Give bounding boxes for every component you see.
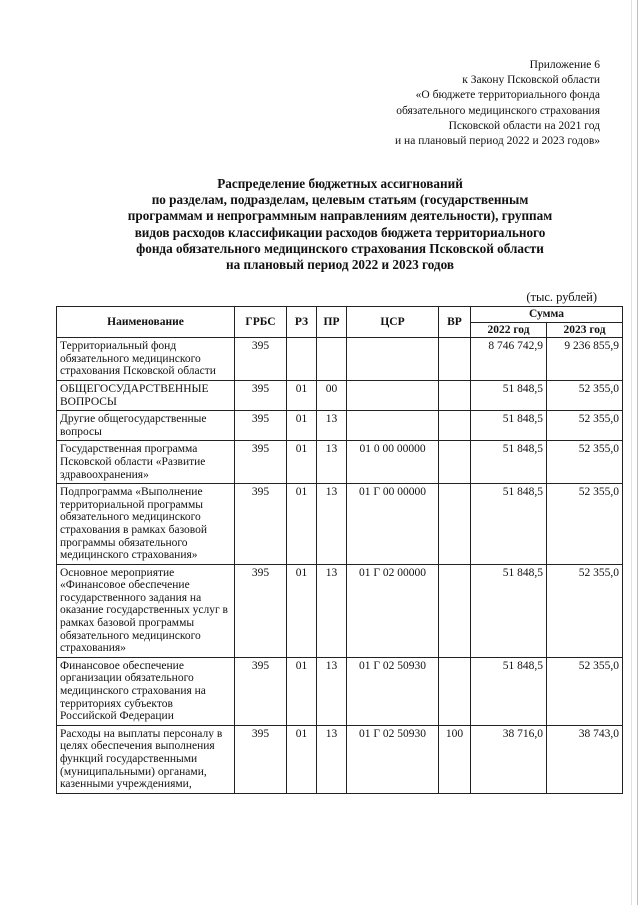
page-edge-line	[637, 0, 638, 905]
annex-line: и на плановый период 2022 и 2023 годов»	[395, 135, 600, 148]
cell-grbs: 395	[235, 411, 287, 441]
cell-2022: 51 848,5	[471, 380, 547, 410]
table-row	[57, 564, 623, 657]
cell-csr	[347, 380, 439, 410]
cell-name: Территориальный фонд обязательного медицинского страхования Псковской области	[57, 338, 235, 381]
cell-csr: 01 Г 00 00000	[347, 484, 439, 565]
cell-pr: 13	[317, 411, 347, 441]
cell-pr: 00	[317, 380, 347, 410]
cell-2022: 38 716,0	[471, 725, 547, 793]
cell-rz: 01	[287, 725, 317, 793]
cell-2022: 51 848,5	[471, 411, 547, 441]
cell-pr: 13	[317, 564, 347, 657]
cell-csr: 01 0 00 00000	[347, 441, 439, 484]
cell-csr	[347, 411, 439, 441]
cell-name: Другие общегосударственные вопросы	[57, 411, 235, 441]
header-grbs: ГРБС	[235, 307, 287, 338]
cell-csr: 01 Г 02 00000	[347, 564, 439, 657]
table-row	[57, 484, 623, 565]
cell-grbs: 395	[235, 564, 287, 657]
cell-pr: 13	[317, 725, 347, 793]
cell-vr	[439, 657, 471, 725]
cell-grbs: 395	[235, 380, 287, 410]
cell-rz: 01	[287, 657, 317, 725]
cell-rz	[287, 338, 317, 381]
cell-name: Государственная программа Псковской области «Развитие здравоохранения»	[57, 441, 235, 484]
cell-2023: 52 355,0	[547, 484, 623, 565]
title-line: по разделам, подразделам, целевым статьям (государственным	[151, 192, 529, 208]
cell-2023: 52 355,0	[547, 411, 623, 441]
table-row	[57, 338, 623, 381]
cell-vr	[439, 380, 471, 410]
cell-vr	[439, 484, 471, 565]
header-sum: Сумма	[471, 307, 623, 323]
cell-pr	[317, 338, 347, 381]
header-rz: РЗ	[287, 307, 317, 338]
cell-grbs: 395	[235, 657, 287, 725]
cell-2023: 38 743,0	[547, 725, 623, 793]
cell-pr: 13	[317, 657, 347, 725]
header-2023: 2023 год	[547, 322, 623, 338]
cell-pr: 13	[317, 441, 347, 484]
cell-rz: 01	[287, 411, 317, 441]
cell-grbs: 395	[235, 338, 287, 381]
table-row	[57, 657, 623, 725]
header-vr: ВР	[439, 307, 471, 338]
units-label: (тыс. рублей)	[526, 290, 597, 304]
annex-line: Приложение 6	[529, 59, 600, 71]
table-row	[57, 441, 623, 484]
cell-name: Расходы на выплаты персоналу в целях обеспечения выполнения функций государственными (муниципальными) органами, казенными учреждениями,	[57, 725, 235, 793]
cell-2022: 51 848,5	[471, 484, 547, 565]
cell-2022: 51 848,5	[471, 657, 547, 725]
cell-2023: 52 355,0	[547, 564, 623, 657]
title-line: на плановый период 2022 и 2023 годов	[226, 257, 454, 273]
cell-grbs: 395	[235, 441, 287, 484]
cell-csr: 01 Г 02 50930	[347, 657, 439, 725]
title-line: программам и непрограммным направлениям деятельности), группам	[127, 208, 553, 224]
cell-2022: 8 746 742,9	[471, 338, 547, 381]
document-title	[40, 176, 640, 273]
title-line: Распределение бюджетных ассигнований	[217, 176, 463, 191]
annex-line: к Закону Псковской области	[462, 74, 600, 87]
cell-2022: 51 848,5	[471, 441, 547, 484]
cell-csr	[347, 338, 439, 381]
cell-rz: 01	[287, 380, 317, 410]
cell-pr: 13	[317, 484, 347, 565]
annex-line: «О бюджете территориального фонда	[415, 89, 600, 102]
table-row	[57, 725, 623, 793]
title-line: фонда обязательного медицинского страхования Псковской области	[136, 240, 544, 256]
header-name: Наименование	[57, 307, 235, 338]
table-row	[57, 411, 623, 441]
title-line: видов расходов классификации расходов бюджета территориального	[134, 224, 546, 240]
page-edge-line-inner	[631, 0, 632, 905]
cell-2023: 52 355,0	[547, 441, 623, 484]
cell-vr	[439, 441, 471, 484]
cell-rz: 01	[287, 441, 317, 484]
cell-name: Основное мероприятие «Финансовое обеспечение государственного задания на оказание государственных услуг в рамках базовой программы обязательного медицинского страхования»	[57, 564, 235, 657]
cell-2023: 52 355,0	[547, 657, 623, 725]
cell-name: Подпрограмма «Выполнение территориальной программы обязательного медицинского страхования в рамках базовой программы обязательного медицинского страхования»	[57, 484, 235, 565]
header-2022: 2022 год	[471, 322, 547, 338]
annex-line: Псковской области на 2021 год	[448, 119, 600, 132]
header-csr: ЦСР	[347, 307, 439, 338]
cell-grbs: 395	[235, 484, 287, 565]
budget-table	[56, 306, 623, 794]
cell-vr	[439, 411, 471, 441]
cell-name: Финансовое обеспечение организации обязательного медицинского страхования на территориях субъектов Российской Федерации	[57, 657, 235, 725]
header-pr: ПР	[317, 307, 347, 338]
annex-block	[395, 58, 600, 149]
cell-rz: 01	[287, 564, 317, 657]
table-row	[57, 380, 623, 410]
cell-grbs: 395	[235, 725, 287, 793]
cell-rz: 01	[287, 484, 317, 565]
cell-vr	[439, 338, 471, 381]
cell-2022: 51 848,5	[471, 564, 547, 657]
cell-2023: 52 355,0	[547, 380, 623, 410]
cell-2023: 9 236 855,9	[547, 338, 623, 381]
annex-line: обязательного медицинского страхования	[396, 104, 600, 117]
cell-csr: 01 Г 02 50930	[347, 725, 439, 793]
cell-name: ОБЩЕГОСУДАРСТВЕННЫЕ ВОПРОСЫ	[57, 380, 235, 410]
cell-vr: 100	[439, 725, 471, 793]
cell-vr	[439, 564, 471, 657]
